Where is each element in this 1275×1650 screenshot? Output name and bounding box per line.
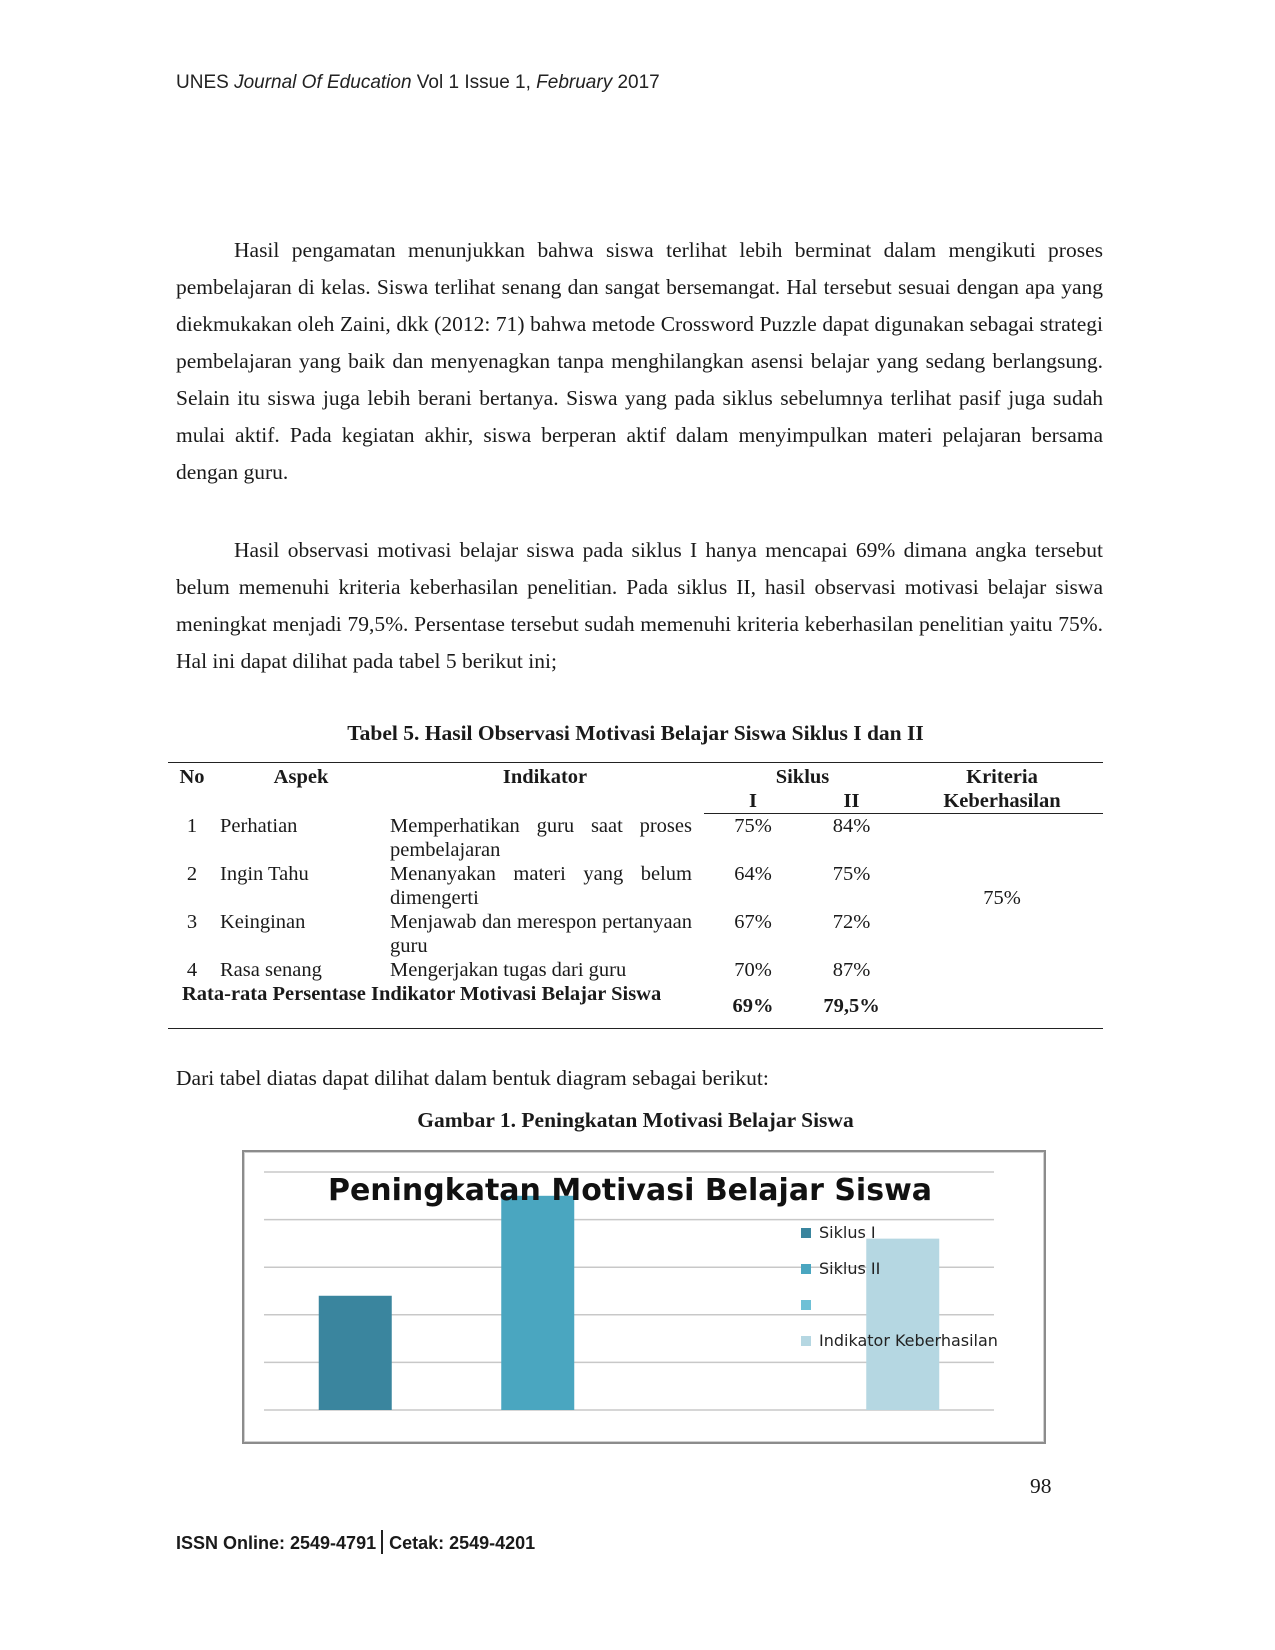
row-indikator: Memperhatikan guru saat proses pembelajaran (390, 814, 692, 861)
row-aspek: Ingin Tahu (220, 862, 309, 885)
row-no: 2 (186, 862, 198, 885)
kriteria-value: 75% (983, 886, 1021, 909)
legend-label: Siklus II (819, 1259, 881, 1278)
header-indikator: Indikator (386, 763, 704, 814)
average-siklus-2: 79,5% (802, 982, 901, 1029)
header-journal-name: Journal Of Education (234, 72, 412, 93)
row-siklus-2: 75% (832, 862, 871, 885)
row-siklus-1: 64% (734, 862, 772, 885)
figure-caption: Gambar 1. Peningkatan Motivasi Belajar Siswa (417, 1108, 854, 1132)
table-row (168, 814, 1103, 862)
running-header (176, 72, 660, 94)
legend-swatch (801, 1336, 811, 1346)
issn-print: Cetak: 2549-4201 (389, 1533, 536, 1553)
header-siklus: Siklus (704, 763, 901, 790)
chart-bar (501, 1196, 574, 1410)
row-no: 4 (186, 958, 198, 981)
row-siklus-1: 75% (734, 815, 772, 837)
chart-frame (242, 1150, 1046, 1444)
average-siklus-1: 69% (704, 982, 802, 1029)
row-no: 3 (186, 910, 198, 933)
row-siklus-2: 72% (832, 910, 871, 933)
body-paragraph-1: Hasil pengamatan menunjukkan bahwa siswa terlihat lebih berminat dalam mengikuti proses pembelajaran di kelas. Siswa terlihat senang dan sangat bersemangat. Hal tersebut sesuai dengan apa yang diekmukakan oleh Zaini, dkk (2012: 71) bahwa metode Crossword Puzzle dapat digunakan sebagai strategi pembelajaran yang baik dan menyenagkan tanpa menghilangkan asensi belajar yang sedang berlangsung. Selain itu siswa juga lebih berani bertanya. Siswa yang pada siklus sebelumnya terlihat pasif juga sudah mulai aktif. Pada kegiatan akhir, siswa berperan aktif dalam menyimpulkan materi pelajaran bersama dengan guru. (176, 238, 1103, 484)
bar-chart (244, 1152, 1044, 1442)
header-month: February (536, 72, 613, 93)
row-indikator: Mengerjakan tugas dari guru (390, 958, 627, 981)
issn-footer (176, 1530, 535, 1554)
row-siklus-1: 70% (734, 958, 772, 981)
page-number: 98 (1030, 1474, 1052, 1498)
observation-table (168, 762, 1103, 1029)
header-year: 2017 (612, 72, 660, 93)
header-siklus-1: I (704, 789, 802, 814)
header-kriteria-2: Keberhasilan (901, 789, 1103, 814)
chart-title: Peningkatan Motivasi Belajar Siswa (327, 1173, 933, 1208)
header-no: No (168, 763, 216, 814)
header-volume: Vol 1 Issue 1, (411, 72, 537, 93)
row-aspek: Perhatian (220, 814, 298, 837)
row-siklus-2: 87% (832, 958, 871, 981)
row-indikator: Menjawab dan merespon pertanyaan guru (390, 910, 692, 957)
average-kriteria-empty (901, 982, 1103, 1029)
header-kriteria-1: Kriteria (901, 763, 1103, 790)
row-aspek: Rasa senang (220, 958, 322, 981)
issn-online: ISSN Online: 2549-4791 (176, 1533, 377, 1553)
average-label: Rata-rata Persentase Indikator Motivasi Belajar Siswa (168, 982, 704, 1029)
row-indikator: Menanyakan materi yang belum dimengerti (390, 862, 692, 909)
row-aspek: Keinginan (220, 910, 306, 933)
legend-swatch (801, 1228, 811, 1238)
legend-label: Indikator Keberhasilan (819, 1331, 998, 1350)
row-no: 1 (186, 814, 198, 837)
legend-label: Siklus I (819, 1223, 876, 1242)
body-paragraph-2: Hasil observasi motivasi belajar siswa pada siklus I hanya mencapai 69% dimana angka tersebut belum memenuhi kriteria keberhasilan penelitian. Pada siklus II, hasil observasi motivasi belajar siswa meningkat menjadi 79,5%. Persentase tersebut sudah memenuhi kriteria keberhasilan penelitian yaitu 75%. Hal ini dapat dilihat pada tabel 5 berikut ini; (176, 538, 1103, 673)
legend-swatch (801, 1300, 811, 1310)
legend-swatch (801, 1264, 811, 1274)
header-siklus-2: II (802, 789, 901, 814)
header-publisher: UNES (176, 72, 235, 93)
row-siklus-2: 84% (832, 815, 871, 837)
figure-intro-text: Dari tabel diatas dapat dilihat dalam bentuk diagram sebagai berikut: (176, 1066, 769, 1090)
average-row (168, 982, 1103, 1029)
header-aspek: Aspek (216, 763, 386, 814)
issn-separator (381, 1530, 383, 1554)
row-siklus-1: 67% (734, 910, 772, 933)
chart-bar (319, 1296, 392, 1410)
table-caption: Tabel 5. Hasil Observasi Motivasi Belajar Siswa Siklus I dan II (347, 721, 924, 745)
